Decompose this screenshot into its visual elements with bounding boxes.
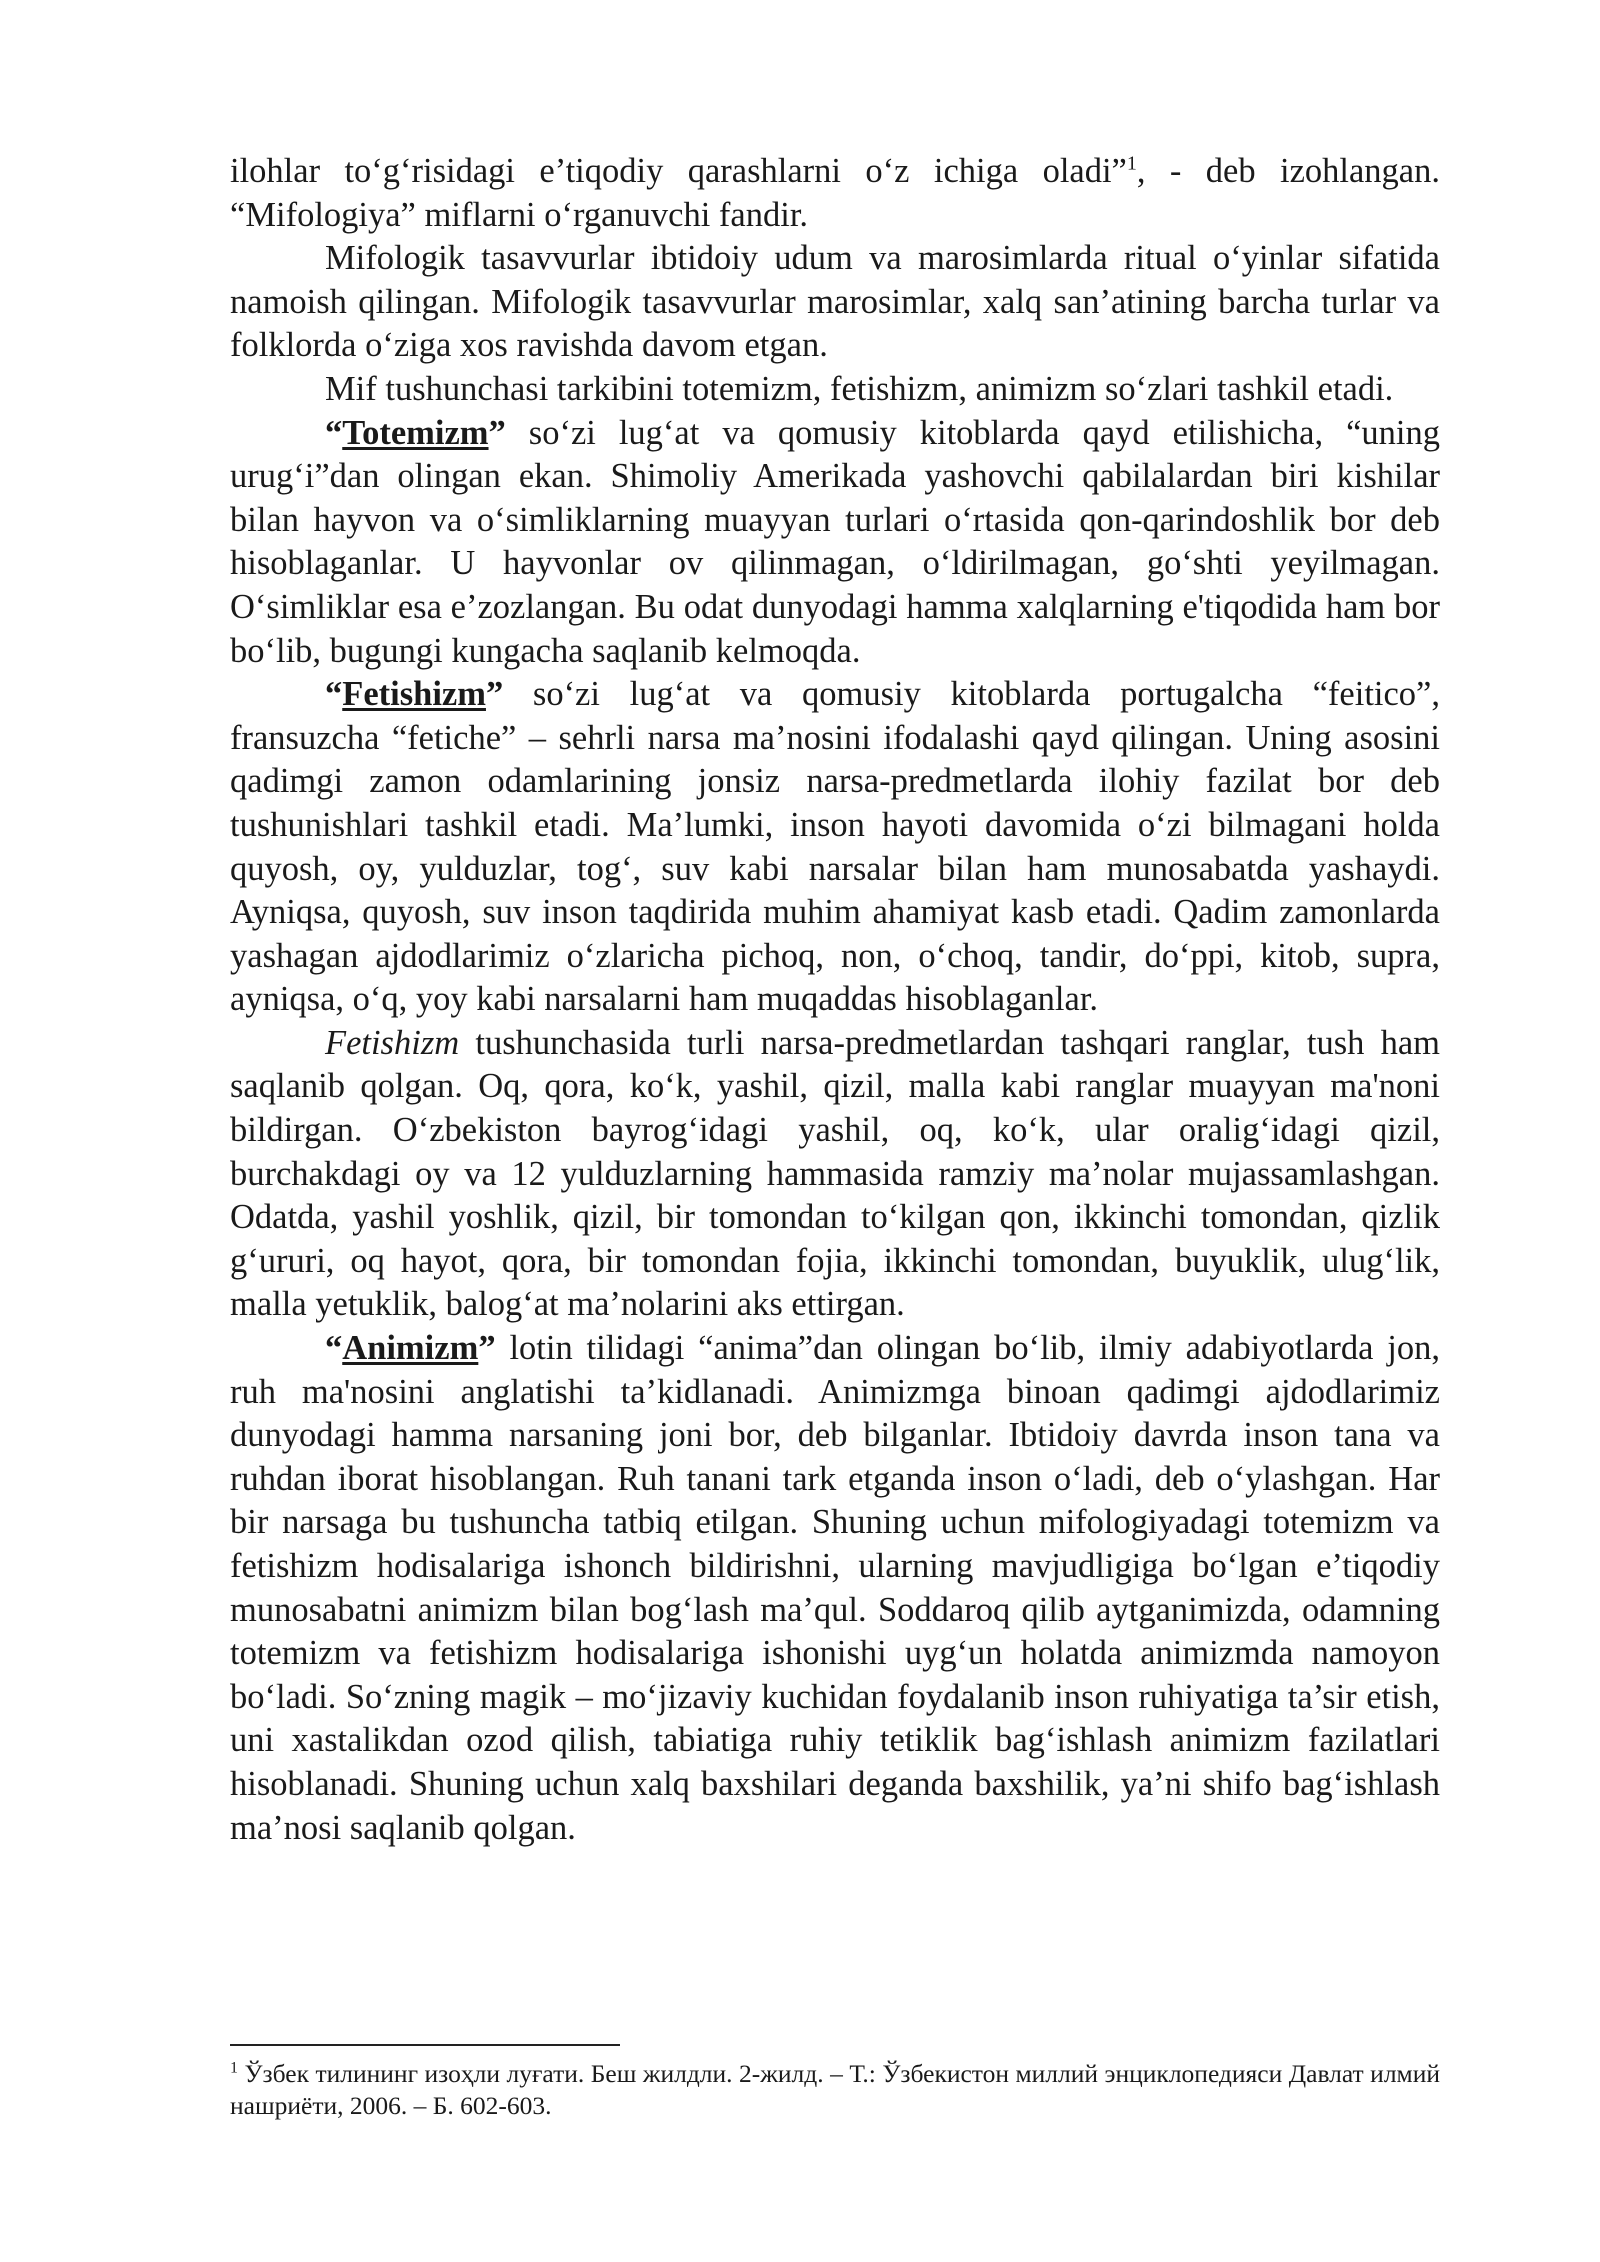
term-fetishizm-italic: Fetishizm — [325, 1023, 460, 1062]
paragraph-1 — [230, 150, 1440, 237]
paragraph-fetishizm-colors-text: tushunchasida turli narsa-predmetlardan tashqari ranglar, tush ham saqlanib qolgan. Oq, qora, ko‘k, yashil, qizil, malla kabi ranglar muayyan ma'noni bildirgan. O‘zbekiston bayrog‘idagi yashil, oq, ko‘k, ular oralig‘idagi qizil, burchakdagi oy va 12 yulduzlarning hammasida ramziy ma’nolar mujassamlashgan. Odatda, yashil yoshlik, qizil, bir tomondan to‘kilgan qon, ikkinchi tomondan, qizlik g‘ururi, oq hayot, qora, bir tomondan fojia, ikkinchi tomondan, buyuklik, ulug‘lik, malla yetuklik, balog‘at ma’nolarini aks ettirgan. — [230, 1023, 1440, 1324]
footnote-separator — [230, 2044, 620, 2046]
footnote — [230, 2058, 1440, 2122]
paragraph-totemizm-text: so‘zi lug‘at va qomusiy kitoblarda qayd etilishicha, “uning urug‘i”dan olingan ekan. Shimoliy Amerikada yashovchi qabilalardan biri kishilar bilan hayvon va o‘simliklarning muayyan turlari o‘rtasida qon-qarindoshlik bor deb hisoblaganlar. U hayvonlar ov qilinmagan, o‘ldirilmagan, go‘shti yeyilmagan. O‘simliklar esa e’zozlangan. Bu odat dunyodagi hamma xalqlarning e'tiqodida ham bor bo‘lib, bugungi kungacha saqlanib kelmoqda. — [230, 413, 1440, 670]
term-totemizm — [325, 414, 506, 452]
term-animizm — [325, 1329, 496, 1367]
footnote-text: Ўзбек тилининг изоҳли луғати. Беш жилдли. 2-жилд. – Т.: Ўзбекистон миллий энциклопедияси Давлат илмий нашриёти, 2006. – Б. 602-603. — [230, 2059, 1440, 2120]
paragraph-3: Mif tushunchasi tarkibini totemizm, fetishizm, animizm so‘zlari tashkil etadi. — [325, 369, 1394, 408]
paragraph-totemizm — [230, 412, 1440, 674]
footnote-reference[interactable]: 1 — [1126, 152, 1137, 175]
close-quote: ” — [488, 413, 506, 452]
term-animizm-word: Animizm — [342, 1329, 479, 1368]
close-quote: ” — [478, 1329, 496, 1368]
paragraph-animizm — [230, 1327, 1440, 1850]
paragraph-fetishizm-text: so‘zi lug‘at va qomusiy kitoblarda portugalcha “feitico”, fransuzcha “fetiche” – sehrli narsa ma’nosini ifodalashi qayd qilingan. Uning asosini qadimgi zamon odamlarining jonsiz narsa-predmetlarda ilohiy fazilat bor deb tushunishlari tashkil etadi. Ma’lumki, inson hayoti davomida o‘zi bilmagani holda quyosh, oy, yulduzlar, tog‘, suv kabi narsalar bilan ham munosabatda yashaydi. Ayniqsa, quyosh, suv inson taqdirida muhim ahamiyat kasb etadi. Qadim zamonlarda yashagan ajdodlarimiz o‘zlaricha pichoq, non, o‘choq, tandir, do‘ppi, kitob, supra, ayniqsa, o‘q, yoy kabi narsalarni ham muqaddas hisoblaganlar. — [230, 675, 1440, 1019]
footnote-mark: 1 — [230, 2059, 238, 2077]
paragraph-1-text: ilohlar to‘g‘risidagi e’tiqodiy qarashlarni o‘z ichiga oladi” — [230, 152, 1127, 190]
close-quote: ” — [485, 675, 504, 714]
term-fetishizm-word: Fetishizm — [342, 675, 486, 714]
term-fetishizm — [325, 675, 503, 713]
paragraph-fetishizm-colors — [230, 1022, 1440, 1327]
paragraph-animizm-text: lotin tilidagi “anima”dan olingan bo‘lib, ilmiy adabiyotlarda jon, ruh ma'nosini anglatishi ta’kidlanadi. Animizmga binoan qadimgi ajdodlarimiz dunyodagi hamma narsaning joni bor, deb bilganlar. Ibtidoiy davrda inson tana va ruhdan iborat hisoblangan. Ruh tanani tark etganda inson o‘ladi, deb o‘ylashgan. Har bir narsaga bu tushuncha tatbiq etilgan. Shuning uchun mifologiyadagi totemizm va fetishizm hodisalariga ishonch bildirishni, ularning mavjudligiga bo‘lgan e’tiqodiy munosabatni animizm bilan bog‘lash ma’qul. Soddaroq qilib aytganimizda, odamning totemizm va fetishizm hodisalariga ishonishi uyg‘un holatda animizmda namoyon bo‘ladi. So‘zning magik – mo‘jizaviy kuchidan foydalanib inson ruhiyatiga ta’sir etish, uni xastalikdan ozod qilish, tabiatiga ruhiy tetiklik bag‘ishlash animizm fazilatlari hisoblanadi. Shuning uchun xalq baxshilari deganda baxshilik, ya’ni shifo bag‘ishlash ma’nosi saqlanib qolgan. — [230, 1329, 1440, 1847]
open-quote: “ — [325, 413, 343, 452]
document-body — [230, 150, 1440, 1850]
paragraph-fetishizm — [230, 673, 1440, 1022]
paragraph-2: Mifologik tasavvurlar ibtidoiy udum va marosimlarda ritual o‘yinlar sifatida namoish qilingan. Mifologik tasavvurlar marosimlar, xalq san’atining barcha turlar va folklorda o‘ziga xos ravishda davom etgan. — [230, 239, 1440, 365]
open-quote: “ — [325, 1329, 343, 1368]
open-quote: “ — [325, 675, 343, 714]
term-totemizm-word: Totemizm — [342, 413, 489, 452]
paragraph-1-end: , - deb izohlangan. “Mifologiya” miflarni o‘rganuvchi fandir. — [230, 152, 1440, 234]
